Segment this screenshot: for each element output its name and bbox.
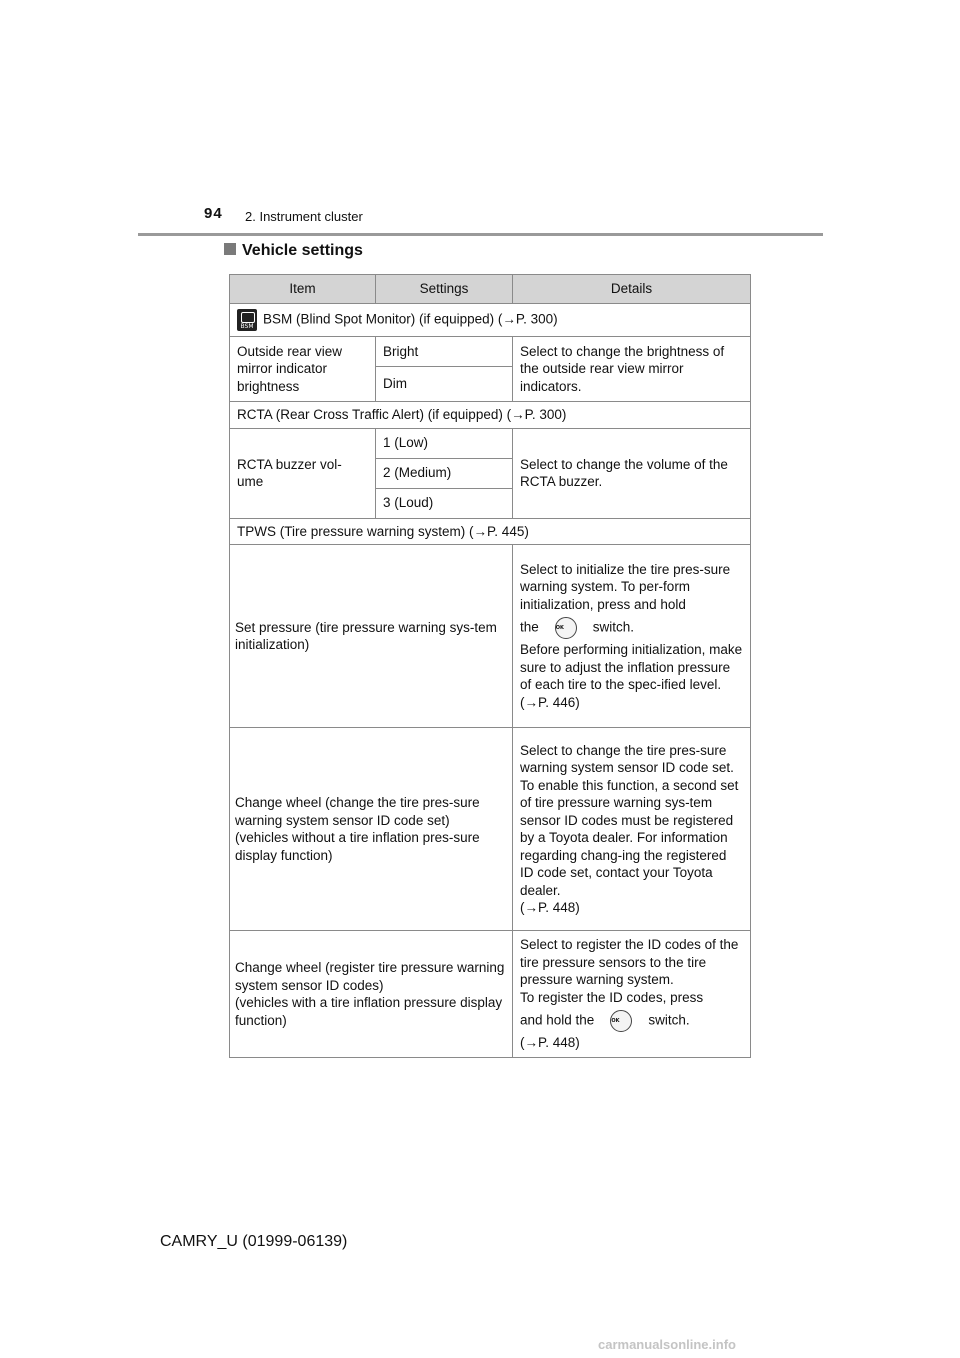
heading-text: Vehicle settings [242, 242, 363, 259]
setting-cell: 3 (Loud) [376, 488, 513, 518]
setting-cell: 1 (Low) [376, 428, 513, 458]
group-row-rcta [230, 402, 751, 429]
details-cell: Select to change the volume of the RCTA buzzer. [513, 428, 751, 518]
watermark: carmanualsonline.info [598, 1337, 736, 1352]
details-text: Select to change the tire pres-sure warning system sensor ID code set. [520, 742, 734, 775]
section-heading [224, 242, 363, 260]
table-row [230, 545, 751, 728]
header-divider [138, 233, 823, 236]
details-text: Select to initialize the tire pres-sure warning system. To per-form initialization, press and hold [520, 561, 731, 612]
details-cell [513, 728, 751, 931]
details-text-with-icon: and hold the OK switch. [520, 1010, 743, 1032]
setting-cell: Bright [376, 337, 513, 367]
details-text: Before performing initialization, make sure to adjust the inflation pressure of each tire to the spec-ified level. (→P. 446) [520, 642, 743, 710]
page-number: 94 [204, 205, 223, 222]
ok-button-icon: OK [610, 1010, 632, 1032]
table-row [230, 428, 751, 458]
details-text: Select to register the ID codes of the tire pressure sensors to the tire pressure warning system. [520, 937, 739, 988]
details-text: (→P. 448) [520, 900, 580, 915]
group-row-tpws [230, 518, 751, 545]
item-cell: Outside rear view mirror indicator brightness [230, 337, 376, 402]
bsm-icon: BSM [237, 309, 257, 331]
setting-cell: Dim [376, 367, 513, 402]
square-bullet-icon [224, 243, 236, 255]
item-text: Change wheel (change the tire pres-sure warning system sensor ID code set) [235, 795, 480, 828]
item-cell [230, 931, 513, 1058]
ok-button-icon: OK [555, 617, 577, 639]
vehicle-settings-table [229, 274, 751, 1058]
table-row [230, 728, 751, 931]
details-text: To enable this function, a second set of tire pressure warning sys-tem sensor ID codes must be registered by a Toyota dealer. For information regarding chang-ing the registered ID code set, contact your Toyota dealer. [520, 777, 739, 898]
item-text: (vehicles without a tire inflation pres-sure display function) [235, 830, 480, 863]
group-row-bsm [230, 304, 751, 337]
details-text: (→P. 448) [520, 1035, 580, 1051]
section-title: 2. Instrument cluster [245, 209, 363, 224]
item-cell: RCTA buzzer vol-ume [230, 428, 376, 518]
column-header-details: Details [513, 275, 751, 304]
item-text: Change wheel (register tire pressure warning system sensor ID codes) [235, 960, 505, 993]
table-header-row [230, 275, 751, 304]
details-cell [513, 931, 751, 1058]
group-title-bsm [230, 304, 751, 337]
column-header-item: Item [230, 275, 376, 304]
item-cell [230, 728, 513, 931]
bsm-title: BSM (Blind Spot Monitor) (if equipped) (→P. 300) [263, 311, 558, 327]
item-text: (vehicles with a tire inflation pressure display function) [235, 995, 503, 1028]
column-header-settings: Settings [376, 275, 513, 304]
details-cell [513, 545, 751, 728]
footer-model-code: CAMRY_U (01999-06139) [160, 1233, 348, 1250]
details-text-with-icon: the OK switch. [520, 617, 743, 639]
item-cell: Set pressure (tire pressure warning sys-tem initialization) [230, 545, 513, 728]
setting-cell: 2 (Medium) [376, 458, 513, 488]
details-text: To register the ID codes, press [520, 989, 704, 1005]
group-title-tpws: TPWS (Tire pressure warning system) (→P. 445) [230, 518, 751, 545]
group-title-rcta: RCTA (Rear Cross Traffic Alert) (if equipped) (→P. 300) [230, 402, 751, 429]
details-cell: Select to change the brightness of the outside rear view mirror indicators. [513, 337, 751, 402]
table-row [230, 931, 751, 1058]
table-row [230, 337, 751, 367]
